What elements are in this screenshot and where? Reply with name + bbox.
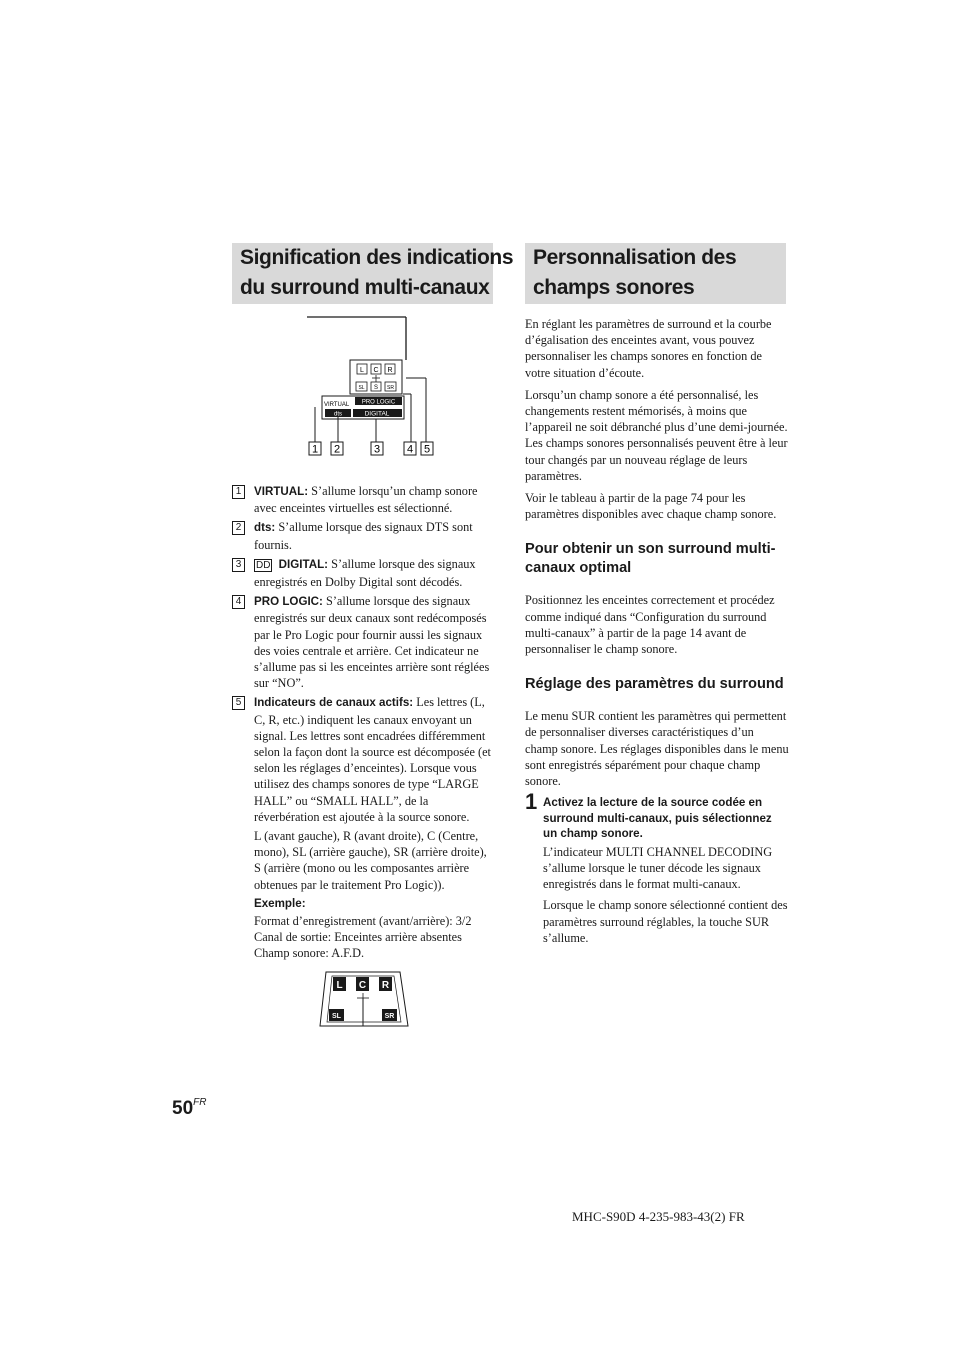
procedure-step	[525, 789, 789, 946]
item-text: S’allume lorsque des signaux enregistrés sur deux canaux sont redécomposés par le Pro Logic pour fournir aussi les signaux des voies centrale et arrière. Cet indicateur ne s’allume pas si les enceintes arrière sont réglées sur “NO”.	[254, 594, 490, 691]
item-number: 4	[232, 595, 245, 609]
right-column	[525, 316, 789, 951]
item-term: DIGITAL:	[275, 557, 329, 571]
virtual-indicator: VIRTUAL	[324, 402, 350, 408]
heading-line: Signification des indications	[240, 246, 514, 269]
example-lines	[254, 913, 494, 962]
heading-line: Personnalisation des	[533, 246, 737, 269]
channel-label: SL	[332, 1013, 341, 1020]
step-number: 1	[525, 789, 538, 815]
intro-paragraph: En réglant les paramètres de surround et la courbe d’égalisation des enceintes avant, vous pouvez personnaliser les champs sonores en fonction de votre situation d’écoute.	[525, 317, 772, 380]
item-number: 5	[232, 696, 245, 710]
channel-label: S	[373, 385, 379, 391]
dts-indicator: dts	[333, 411, 343, 418]
item-number: 2	[232, 521, 245, 535]
intro-paragraph: Voir le tableau à partir de la page 74 pour les paramètres disponibles avec chaque champ sonore.	[525, 491, 777, 522]
digital-indicator: DIGITAL	[364, 410, 390, 418]
channel-legend-text: L (avant gauche), R (avant droite), C (Centre, mono), SL (arrière gauche), SR (arrière droite), S (arrière (mono ou les composantes arrière obtenues par le traitement Pro Logic)).	[254, 829, 487, 892]
pro-logic-indicator: PRO LOGIC	[361, 399, 396, 406]
list-item	[232, 593, 494, 691]
item-number: 3	[232, 558, 245, 572]
callout-number: 1	[311, 443, 319, 456]
intro-paragraph: Lorsqu’un champ sonore a été personnalisé, les changements restent mémorisés, à moins que l’appareil ne soit débranché plus d’une demi-journée. Les champs sonores personnalisés peuvent être à leur tour changés par un nouveau réglage de leurs paramètres.	[525, 387, 788, 483]
item-term: PRO LOGIC:	[254, 595, 323, 609]
channel-label: L	[336, 980, 343, 991]
item-text: S’allume lorsqu’un champ sonore avec enceintes virtuelles est sélectionné.	[254, 484, 478, 516]
channel-label: R	[381, 980, 390, 991]
channel-label: C	[373, 367, 379, 374]
heading-line: du surround multi-canaux	[240, 276, 490, 299]
item-term: VIRTUAL:	[254, 485, 309, 498]
item-term: dts:	[254, 521, 276, 535]
section-heading-left	[232, 243, 514, 304]
callout-number: 2	[333, 443, 341, 456]
item-term: Indicateurs de canaux actifs:	[254, 696, 414, 710]
step-paragraph: Lorsque le champ sonore sélectionné contient des paramètres surround réglables, la touche SUR s’allume.	[543, 898, 788, 945]
dolby-logo-icon: DD	[256, 559, 271, 571]
section-paragraph: Le menu SUR contient les paramètres qui permettent de personnaliser diverses caractéristiques d’un champ sonore. Les réglages disponibles dans le menu sont enregistrés séparément pour chaque champ sonore.	[525, 709, 789, 789]
item-number: 1	[232, 485, 245, 499]
channel-label: R	[387, 367, 393, 374]
example-title: Exemple:	[254, 896, 306, 910]
step-title: Activez la lecture de la source codée en surround multi-canaux, puis sélectionnez un champ sonore.	[543, 796, 772, 841]
example-line: Format d’enregistrement (avant/arrière): 3/2	[254, 914, 472, 929]
example-channel-diagram	[318, 970, 413, 1030]
callout-number: 3	[373, 443, 381, 456]
example-line: Canal de sortie: Enceintes arrière absentes	[254, 930, 462, 945]
surround-indicator-diagram	[300, 312, 445, 462]
callout-number: 5	[423, 443, 431, 456]
list-item	[232, 519, 494, 552]
channel-label: SR	[384, 1013, 395, 1020]
list-item	[232, 483, 494, 516]
channel-label: SL	[358, 385, 365, 391]
list-item	[232, 556, 494, 590]
example-line: Champ sonore: A.F.D.	[254, 946, 365, 961]
callout-number: 4	[406, 443, 414, 456]
item-text: S’allume lorsque des signaux DTS sont fournis.	[254, 520, 473, 552]
item-text: S’allume lorsque des signaux enregistrés en Dolby Digital sont décodés.	[254, 556, 476, 590]
section-heading-right	[525, 243, 786, 304]
subsection-heading: Pour obtenir un son surround multi-canaux optimal	[525, 541, 776, 577]
page-number	[172, 1098, 206, 1120]
page-language-suffix: FR	[193, 1096, 207, 1108]
channel-label: C	[358, 980, 367, 991]
heading-line: champs sonores	[533, 276, 695, 299]
left-column	[232, 483, 494, 962]
subsection-heading: Réglage des paramètres du surround	[525, 676, 784, 693]
channel-label: L	[360, 367, 364, 374]
page-number-value: 50	[172, 1098, 194, 1119]
model-footer: MHC-S90D 4-235-983-43(2) FR	[572, 1209, 745, 1224]
channel-label: SR	[387, 385, 394, 391]
step-paragraph: L’indicateur MULTI CHANNEL DECODING s’allume lorsque le tuner décode les signaux enregistrés dans le format multi-canaux.	[543, 844, 773, 892]
item-text: Les lettres (L, C, R, etc.) indiquent les canaux envoyant un signal. Les lettres sont encadrées différemment selon la façon dont la source est décomposée (et selon les réglages d’enceintes). Lorsque vous utilisez des champs sonores de type “LARGE HALL” ou “SMALL HALL”, de la réverbération est ajoutée à la source sonore.	[254, 695, 491, 824]
list-item	[232, 694, 494, 825]
section-paragraph: Positionnez les enceintes correctement et procédez comme indiqué dans “Configuration du surround multi-canaux” à partir de la page 14 avant de personnaliser le champ sonore.	[525, 593, 775, 657]
